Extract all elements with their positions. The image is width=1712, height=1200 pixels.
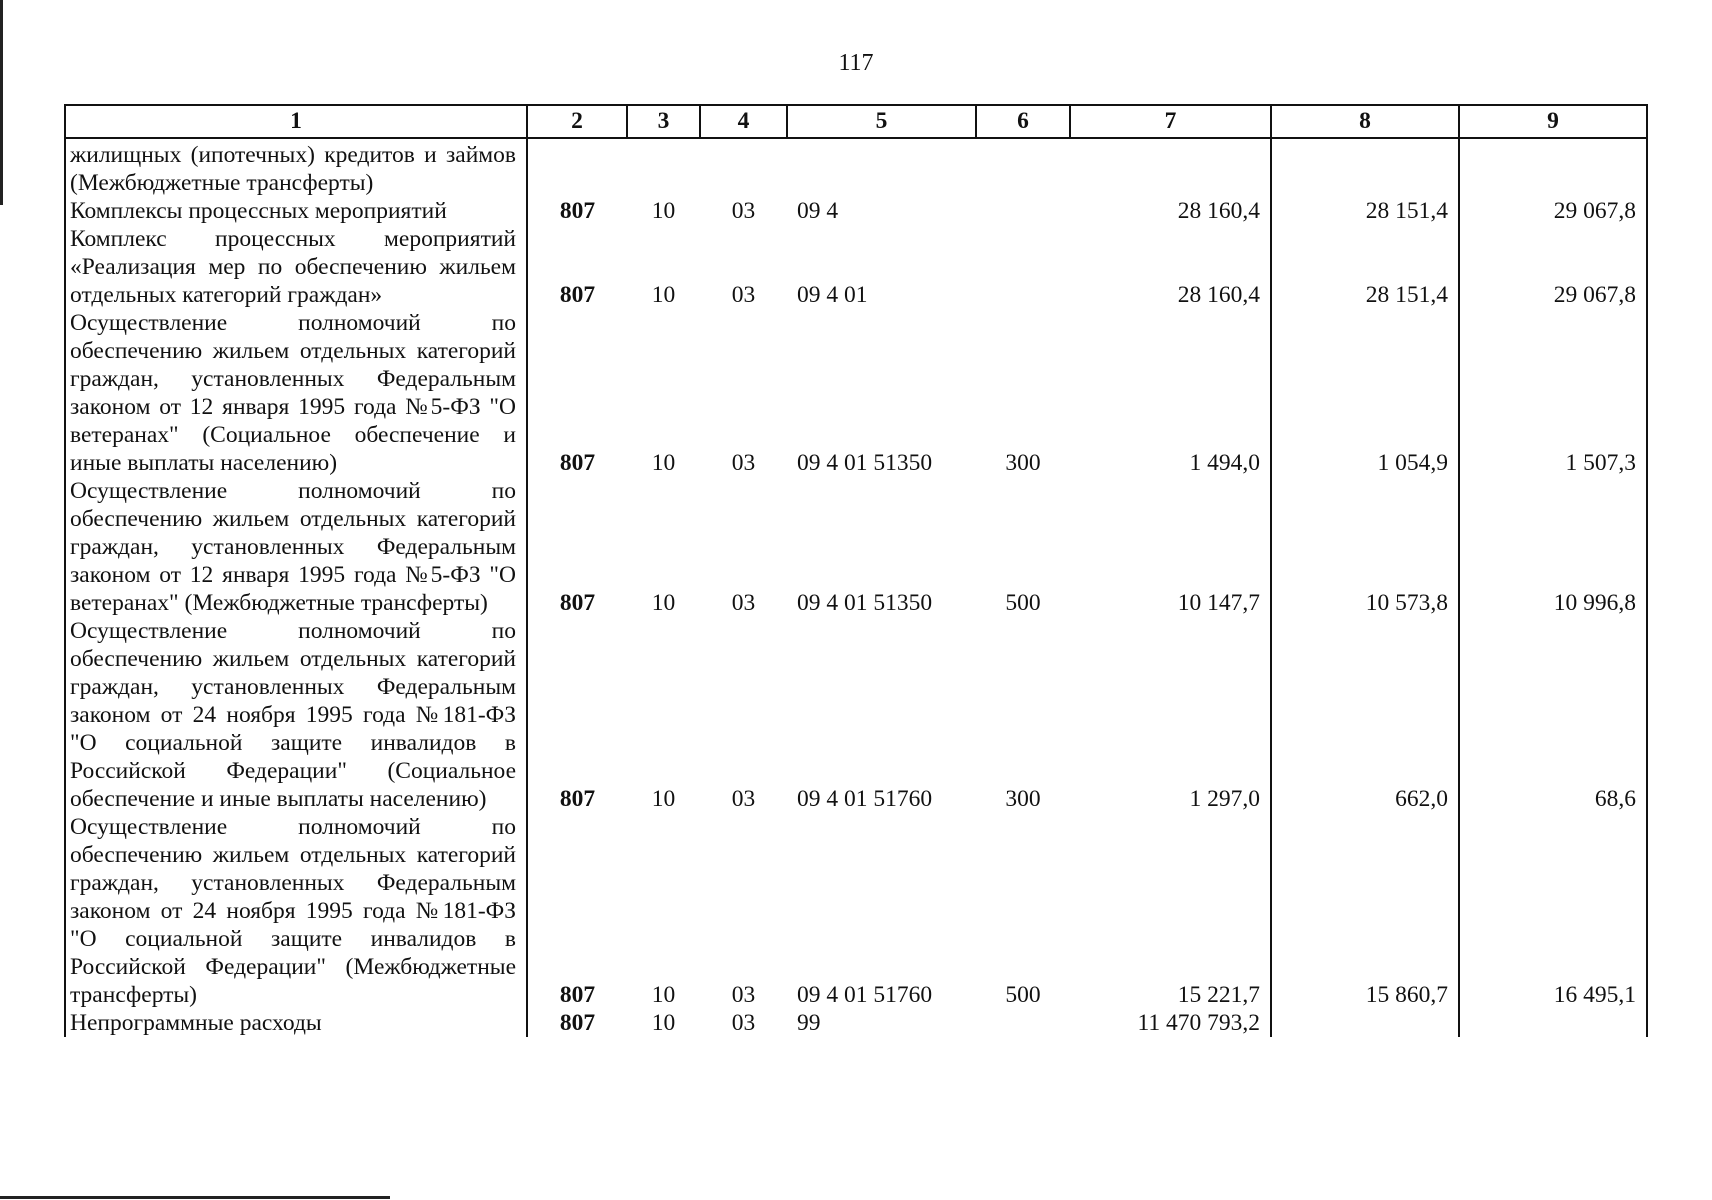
row-name: Осуществление полномочий по обеспечению жильем отдельных категорий граждан, установленных Федеральным законом от 12 января 1995 года №5-ФЗ "О ветеранах" (Социальное обеспечение и иные выплаты населению) xyxy=(65,309,527,477)
subsection-code: 03 xyxy=(731,982,756,1008)
amount-year-3: 16 495,1 xyxy=(1459,813,1647,1009)
section-code: 10 xyxy=(651,1010,676,1036)
subsection-code: 03 xyxy=(731,450,756,476)
amount-year-3: 1 507,3 xyxy=(1459,309,1647,477)
row-name: Осуществление полномочий по обеспечению жильем отдельных категорий граждан, установленных Федеральным законом от 12 января 1995 года №5-ФЗ "О ветеранах" (Межбюджетные трансферты) xyxy=(65,477,527,617)
target-article-code: 99 xyxy=(797,1010,821,1036)
section-code xyxy=(627,138,700,197)
ministry-code: 807 xyxy=(559,590,596,616)
row-name: Осуществление полномочий по обеспечению жильем отдельных категорий граждан, установленных Федеральным законом от 24 ноября 1995 года №181-ФЗ "О социальной защите инвалидов в Российской Федерации" (Социальное обеспечение и иные выплаты населению) xyxy=(65,617,527,813)
row-name: Комплекс процессных мероприятий «Реализация мер по обеспечению жильем отдельных категорий граждан» xyxy=(65,225,527,309)
table-row xyxy=(65,138,1647,197)
row-name: Непрограммные расходы xyxy=(65,1009,527,1037)
amount-year-2 xyxy=(1271,138,1459,197)
target-article-code: 09 4 01 51350 xyxy=(797,450,933,476)
target-article-code: 09 4 01 51350 xyxy=(797,590,933,616)
subsection-code: 03 xyxy=(731,590,756,616)
expense-type-code xyxy=(976,225,1070,309)
amount-year-1: 28 160,4 xyxy=(1070,197,1271,225)
subsection-code xyxy=(700,138,787,197)
amount-year-3: 10 996,8 xyxy=(1459,477,1647,617)
table-row xyxy=(65,477,1647,617)
expense-type-code: 300 xyxy=(1005,450,1041,476)
table-row xyxy=(65,1009,1647,1037)
ministry-code: 807 xyxy=(559,198,596,224)
ministry-code: 807 xyxy=(559,982,596,1008)
ministry-code: 807 xyxy=(559,450,596,476)
column-header: 9 xyxy=(1459,105,1647,138)
amount-year-1: 28 160,4 xyxy=(1070,225,1271,309)
subsection-code: 03 xyxy=(731,198,756,224)
amount-year-1: 10 147,7 xyxy=(1070,477,1271,617)
expense-type-code: 300 xyxy=(1005,786,1041,812)
expense-type-code xyxy=(976,1009,1070,1037)
column-header: 4 xyxy=(700,105,787,138)
page-number: 117 xyxy=(838,50,874,76)
amount-year-1: 1 297,0 xyxy=(1070,617,1271,813)
ministry-code: 807 xyxy=(559,282,596,308)
amount-year-2: 28 151,4 xyxy=(1271,197,1459,225)
amount-year-2: 28 151,4 xyxy=(1271,225,1459,309)
amount-year-2 xyxy=(1271,1009,1459,1037)
amount-year-3 xyxy=(1459,1009,1647,1037)
column-header: 2 xyxy=(527,105,627,138)
column-header: 5 xyxy=(787,105,976,138)
amount-year-2: 10 573,8 xyxy=(1271,477,1459,617)
row-name: Комплексы процессных мероприятий xyxy=(65,197,527,225)
column-header: 8 xyxy=(1271,105,1459,138)
column-header: 6 xyxy=(976,105,1070,138)
table-header xyxy=(65,105,1647,138)
section-code: 10 xyxy=(651,282,676,308)
table-body xyxy=(65,138,1647,1037)
subsection-code: 03 xyxy=(731,282,756,308)
amount-year-3 xyxy=(1459,138,1647,197)
expense-type-code xyxy=(976,197,1070,225)
amount-year-1: 1 494,0 xyxy=(1070,309,1271,477)
section-code: 10 xyxy=(651,982,676,1008)
ministry-code xyxy=(527,138,627,197)
amount-year-3: 68,6 xyxy=(1459,617,1647,813)
amount-year-1: 15 221,7 xyxy=(1070,813,1271,1009)
expense-type-code: 500 xyxy=(1005,982,1041,1008)
expense-type-code: 500 xyxy=(1005,590,1041,616)
subsection-code: 03 xyxy=(731,1010,756,1036)
column-header: 1 xyxy=(65,105,527,138)
column-header: 3 xyxy=(627,105,700,138)
section-code: 10 xyxy=(651,450,676,476)
target-article-code: 09 4 xyxy=(797,198,839,224)
scan-edge-mark xyxy=(0,0,3,205)
section-code: 10 xyxy=(651,198,676,224)
ministry-code: 807 xyxy=(559,786,596,812)
table-row xyxy=(65,309,1647,477)
expense-type-code xyxy=(976,138,1070,197)
table-row xyxy=(65,197,1647,225)
amount-year-3: 29 067,8 xyxy=(1459,197,1647,225)
budget-table xyxy=(64,104,1648,1037)
amount-year-2: 662,0 xyxy=(1271,617,1459,813)
target-article-code xyxy=(787,138,976,197)
target-article-code: 09 4 01 51760 xyxy=(797,982,933,1008)
target-article-code: 09 4 01 51760 xyxy=(797,786,933,812)
scan-edge-mark xyxy=(0,1196,390,1199)
ministry-code: 807 xyxy=(559,1010,596,1036)
budget-table-container xyxy=(64,104,1646,1104)
table-row xyxy=(65,617,1647,813)
subsection-code: 03 xyxy=(731,786,756,812)
row-name: жилищных (ипотечных) кредитов и займов (Межбюджетные трансферты) xyxy=(65,138,527,197)
amount-year-1 xyxy=(1070,138,1271,197)
section-code: 10 xyxy=(651,590,676,616)
target-article-code: 09 4 01 xyxy=(797,282,868,308)
amount-year-2: 1 054,9 xyxy=(1271,309,1459,477)
table-row xyxy=(65,225,1647,309)
section-code: 10 xyxy=(651,786,676,812)
table-row xyxy=(65,813,1647,1009)
amount-year-1: 11 470 793,2 xyxy=(1070,1009,1271,1037)
column-header: 7 xyxy=(1070,105,1271,138)
amount-year-2: 15 860,7 xyxy=(1271,813,1459,1009)
row-name: Осуществление полномочий по обеспечению жильем отдельных категорий граждан, установленных Федеральным законом от 24 ноября 1995 года №181-ФЗ "О социальной защите инвалидов в Российской Федерации" (Межбюджетные трансферты) xyxy=(65,813,527,1009)
amount-year-3: 29 067,8 xyxy=(1459,225,1647,309)
